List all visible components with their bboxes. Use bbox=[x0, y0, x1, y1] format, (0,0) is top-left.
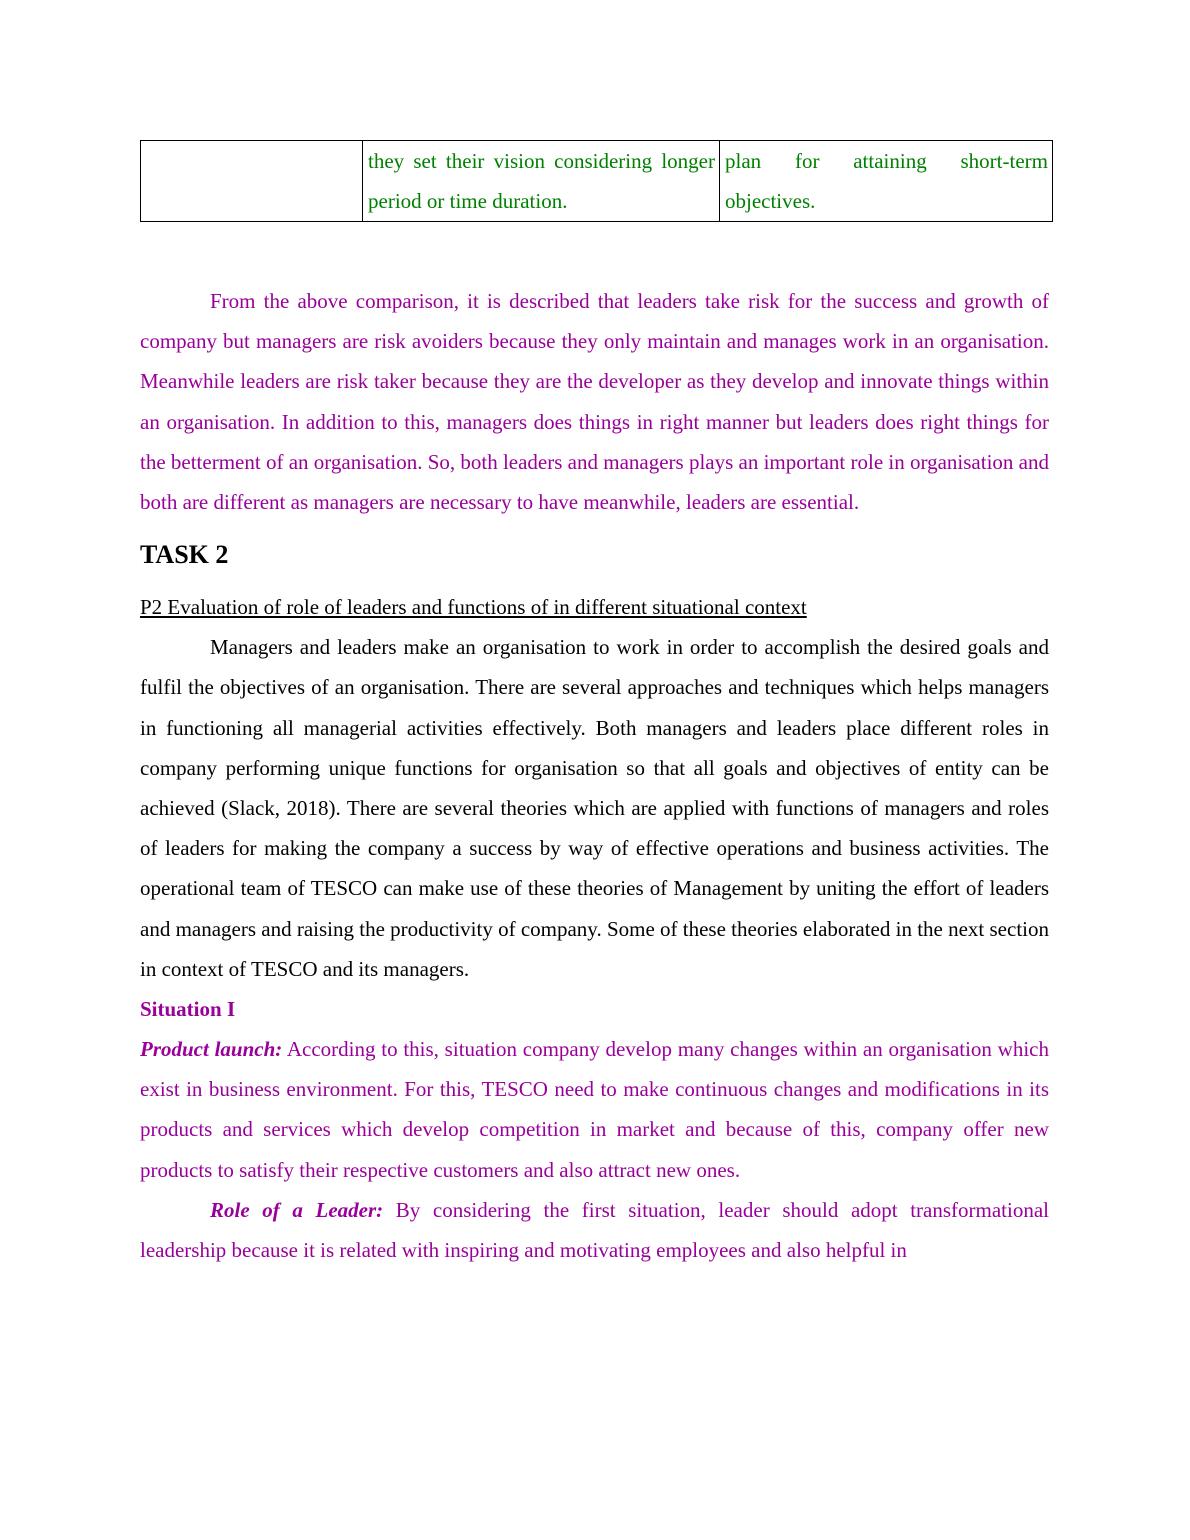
product-launch-paragraph bbox=[140, 1029, 1049, 1190]
product-launch-text: According to this, situation company develop many changes within an organisation which exist in business environment. For this, TESCO need to make continuous changes and modifications in its products and services which develop competition in market and because of this, company offer new products to satisfy their respective customers and also attract new ones. bbox=[140, 1037, 1049, 1182]
spacer bbox=[140, 222, 1049, 281]
table-cell-empty bbox=[141, 141, 363, 222]
situation-title: Situation I bbox=[140, 997, 236, 1022]
table-cell-leaders: they set their vision considering longer period or time duration. bbox=[363, 141, 720, 222]
document-page bbox=[140, 140, 1049, 1270]
conclusion-paragraph: From the above comparison, it is described that leaders take risk for the success and growth of company but managers are risk avoiders because they only maintain and manages work in an organisation. Meanwhile leaders are risk taker because they are the developer as they develop and innovate things within an organisation. In addition to this, managers does things in right manner but leaders does right things for the betterment of an organisation. So, both leaders and managers plays an important role in organisation and both are different as managers are necessary to have meanwhile, leaders are essential. bbox=[140, 289, 1049, 515]
intro-paragraph: Managers and leaders make an organisation to work in order to accomplish the desired goals and fulfil the objectives of an organisation. There are several approaches and techniques which helps managers in functioning all managerial activities effectively. Both managers and leaders place different roles in company performing unique functions for organisation so that all goals and objectives of entity can be achieved (Slack, 2018). There are several theories which are applied with functions of managers and roles of leaders for making the company a success by way of effective operations and business activities. The operational team of TESCO can make use of these theories of Management by uniting the effort of leaders and managers and raising the productivity of company. Some of these theories elaborated in the next section in context of TESCO and its managers. bbox=[140, 635, 1049, 981]
role-of-leader-text: By considering the first situation, leader should adopt transformational leadership because it is related with inspiring and motivating employees and also helpful in bbox=[140, 1197, 1049, 1263]
role-of-leader-paragraph bbox=[140, 1190, 1049, 1270]
section-heading: P2 Evaluation of role of leaders and functions of in different situational context bbox=[140, 595, 807, 620]
task-heading: TASK 2 bbox=[140, 540, 229, 570]
role-of-leader-label: Role of a Leader: bbox=[210, 1197, 384, 1222]
comparison-table bbox=[140, 140, 1053, 222]
product-launch-label: Product launch: bbox=[140, 1037, 283, 1062]
table-row bbox=[141, 141, 1053, 222]
table-cell-managers: plan for attaining short-term objectives. bbox=[720, 141, 1053, 222]
